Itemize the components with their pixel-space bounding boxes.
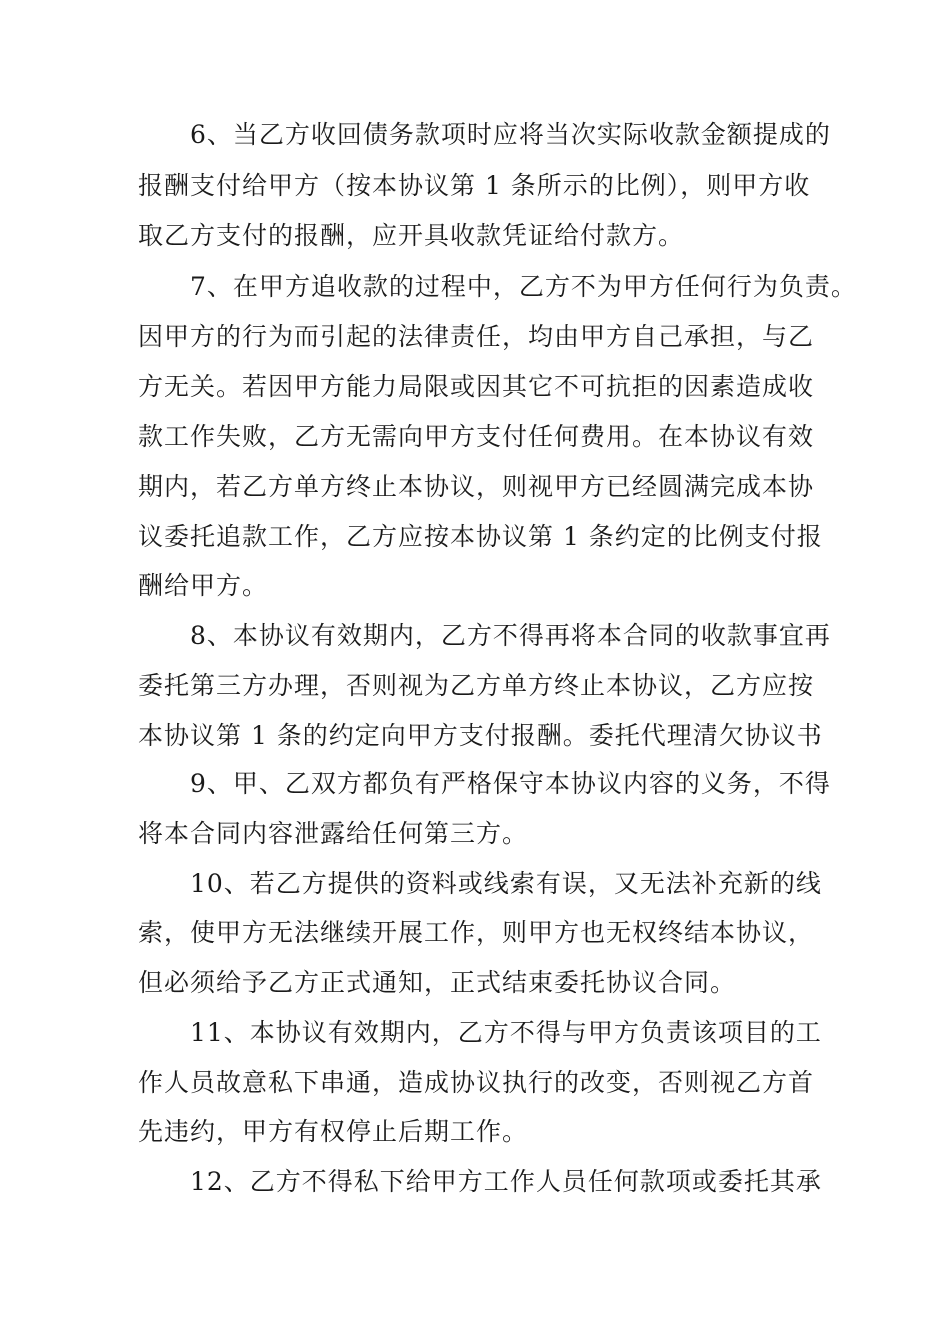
- paragraph-9-line-2: 将本合同内容泄露给任何第三方。: [138, 819, 529, 848]
- paragraph-8-line-1: 8、本协议有效期内，乙方不得再将本合同的收款事宜再: [190, 621, 831, 650]
- paragraph-10-line-3: 但必须给予乙方正式通知，正式结束委托协议合同。: [138, 968, 737, 997]
- paragraph-7-line-5: 期内，若乙方单方终止本协议，则视甲方已经圆满完成本协: [138, 472, 815, 501]
- paragraph-12-line-1: 12、乙方不得私下给甲方工作人员任何款项或委托其承: [190, 1167, 822, 1196]
- paragraph-8-line-3: 本协议第 1 条的约定向甲方支付报酬。委托代理清欠协议书: [138, 721, 823, 750]
- paragraph-7-line-3: 方无关。若因甲方能力局限或因其它不可抗拒的因素造成收: [138, 372, 815, 401]
- paragraph-9-line-1: 9、甲、乙双方都负有严格保守本协议内容的义务，不得: [190, 769, 831, 798]
- paragraph-7-line-1: 7、在甲方追收款的过程中，乙方不为甲方任何行为负责。: [190, 272, 857, 301]
- paragraph-7-line-4: 款工作失败，乙方无需向甲方支付任何费用。在本协议有效: [138, 422, 815, 451]
- paragraph-10-line-1: 10、若乙方提供的资料或线索有误，又无法补充新的线: [190, 869, 822, 898]
- paragraph-11-line-2: 作人员故意私下串通，造成协议执行的改变，否则视乙方首: [138, 1068, 815, 1097]
- paragraph-8-line-2: 委托第三方办理，否则视为乙方单方终止本协议，乙方应按: [138, 671, 815, 700]
- paragraph-10-line-2: 索，使甲方无法继续开展工作，则甲方也无权终结本协议，: [138, 918, 815, 947]
- paragraph-6-line-1: 6、当乙方收回债务款项时应将当次实际收款金额提成的: [190, 120, 831, 149]
- paragraph-6-line-2: 报酬支付给甲方（按本协议第 1 条所示的比例），则甲方收: [138, 171, 811, 200]
- paragraph-11-line-3: 先违约，甲方有权停止后期工作。: [138, 1117, 529, 1146]
- paragraph-6-line-3: 取乙方支付的报酬，应开具收款凭证给付款方。: [138, 221, 685, 250]
- paragraph-11-line-1: 11、本协议有效期内，乙方不得与甲方负责该项目的工: [190, 1018, 822, 1047]
- paragraph-7-line-6: 议委托追款工作，乙方应按本协议第 1 条约定的比例支付报: [138, 522, 823, 551]
- paragraph-7-line-7: 酬给甲方。: [138, 571, 269, 600]
- paragraph-7-line-2: 因甲方的行为而引起的法律责任，均由甲方自己承担，与乙: [138, 322, 815, 351]
